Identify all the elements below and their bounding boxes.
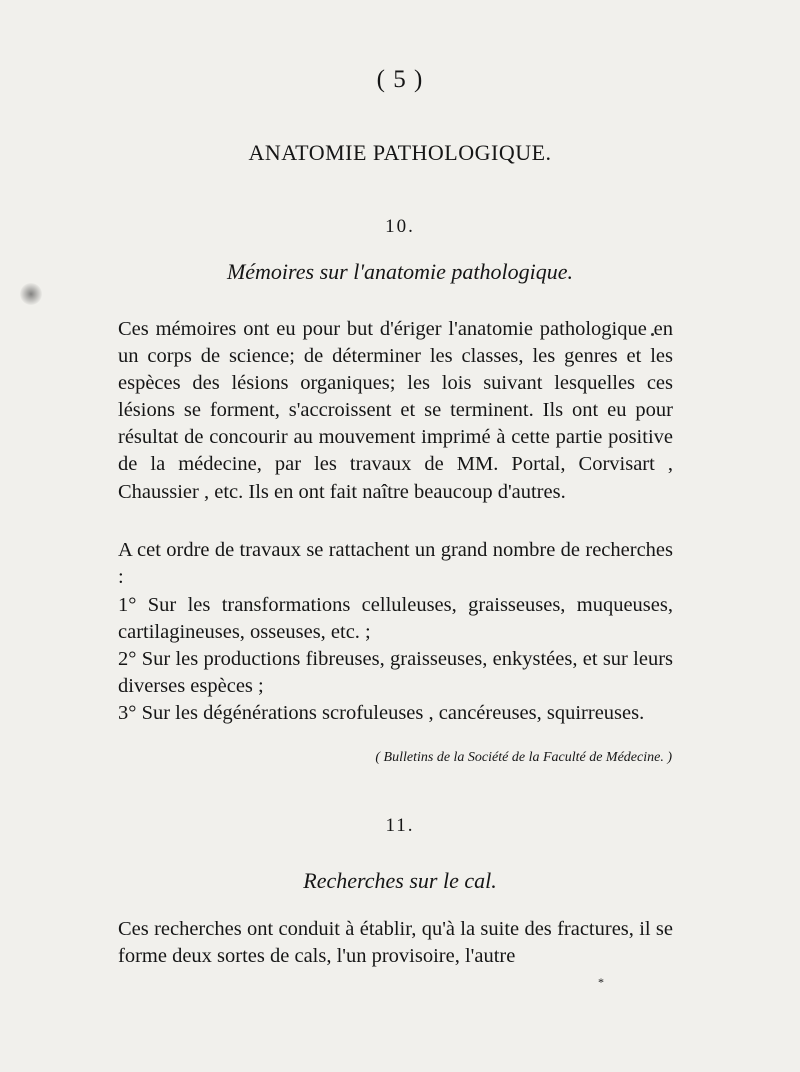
entry-title-10: Mémoires sur l'anatomie pathologique. [226,259,574,284]
section-title: ANATOMIE PATHOLOGIQUE. [248,140,552,165]
ink-smudge [20,283,42,305]
page-number: ( 5 ) [376,66,424,93]
entry-10-item-1: 1° Sur les transformations celluleuses, graisseuses, muqueuses, cartilagineuses, osseuses, etc. ; [118,594,673,644]
footer-mark: * [598,975,604,989]
entry-title-11: Recherches sur le cal. [303,868,497,893]
entry-10-item-2: 2° Sur les productions fibreuses, graisseuses, enkystées, et sur leurs diverses espèces ; [118,648,673,698]
entry-number-10: 10. [385,216,415,237]
entry-10-paragraph-2: A cet ordre de travaux se rattachent un grand nombre de recherches : [118,539,673,589]
citation: ( Bulletins de la Société de la Faculté de Médecine. ) [375,750,672,765]
entry-10-item-3: 3° Sur les dégénérations scrofuleuses , cancéreuses, squirreuses. [118,702,645,724]
entry-10-paragraph-1: Ces mémoires ont eu pour but d'ériger l'anatomie pathologique en un corps de science; de déterminer les classes, les genres et les espèces des lésions organiques; les lois suivant lesquelles ces lésions se forment, s'accroissent et se terminent. Ils ont eu pour résultat de concourir au mouvement imprimé à cette partie positive de la médecine, par les travaux de MM. Portal, Corvisart , Chaussier , etc. Ils en ont fait naître beaucoup d'autres. [118,318,673,503]
entry-number-11: 11. [385,815,415,836]
entry-11-paragraph-1: Ces recherches ont conduit à établir, qu'à la suite des fractures, il se forme deux sortes de cals, l'un provisoire, l'autre [118,918,673,968]
